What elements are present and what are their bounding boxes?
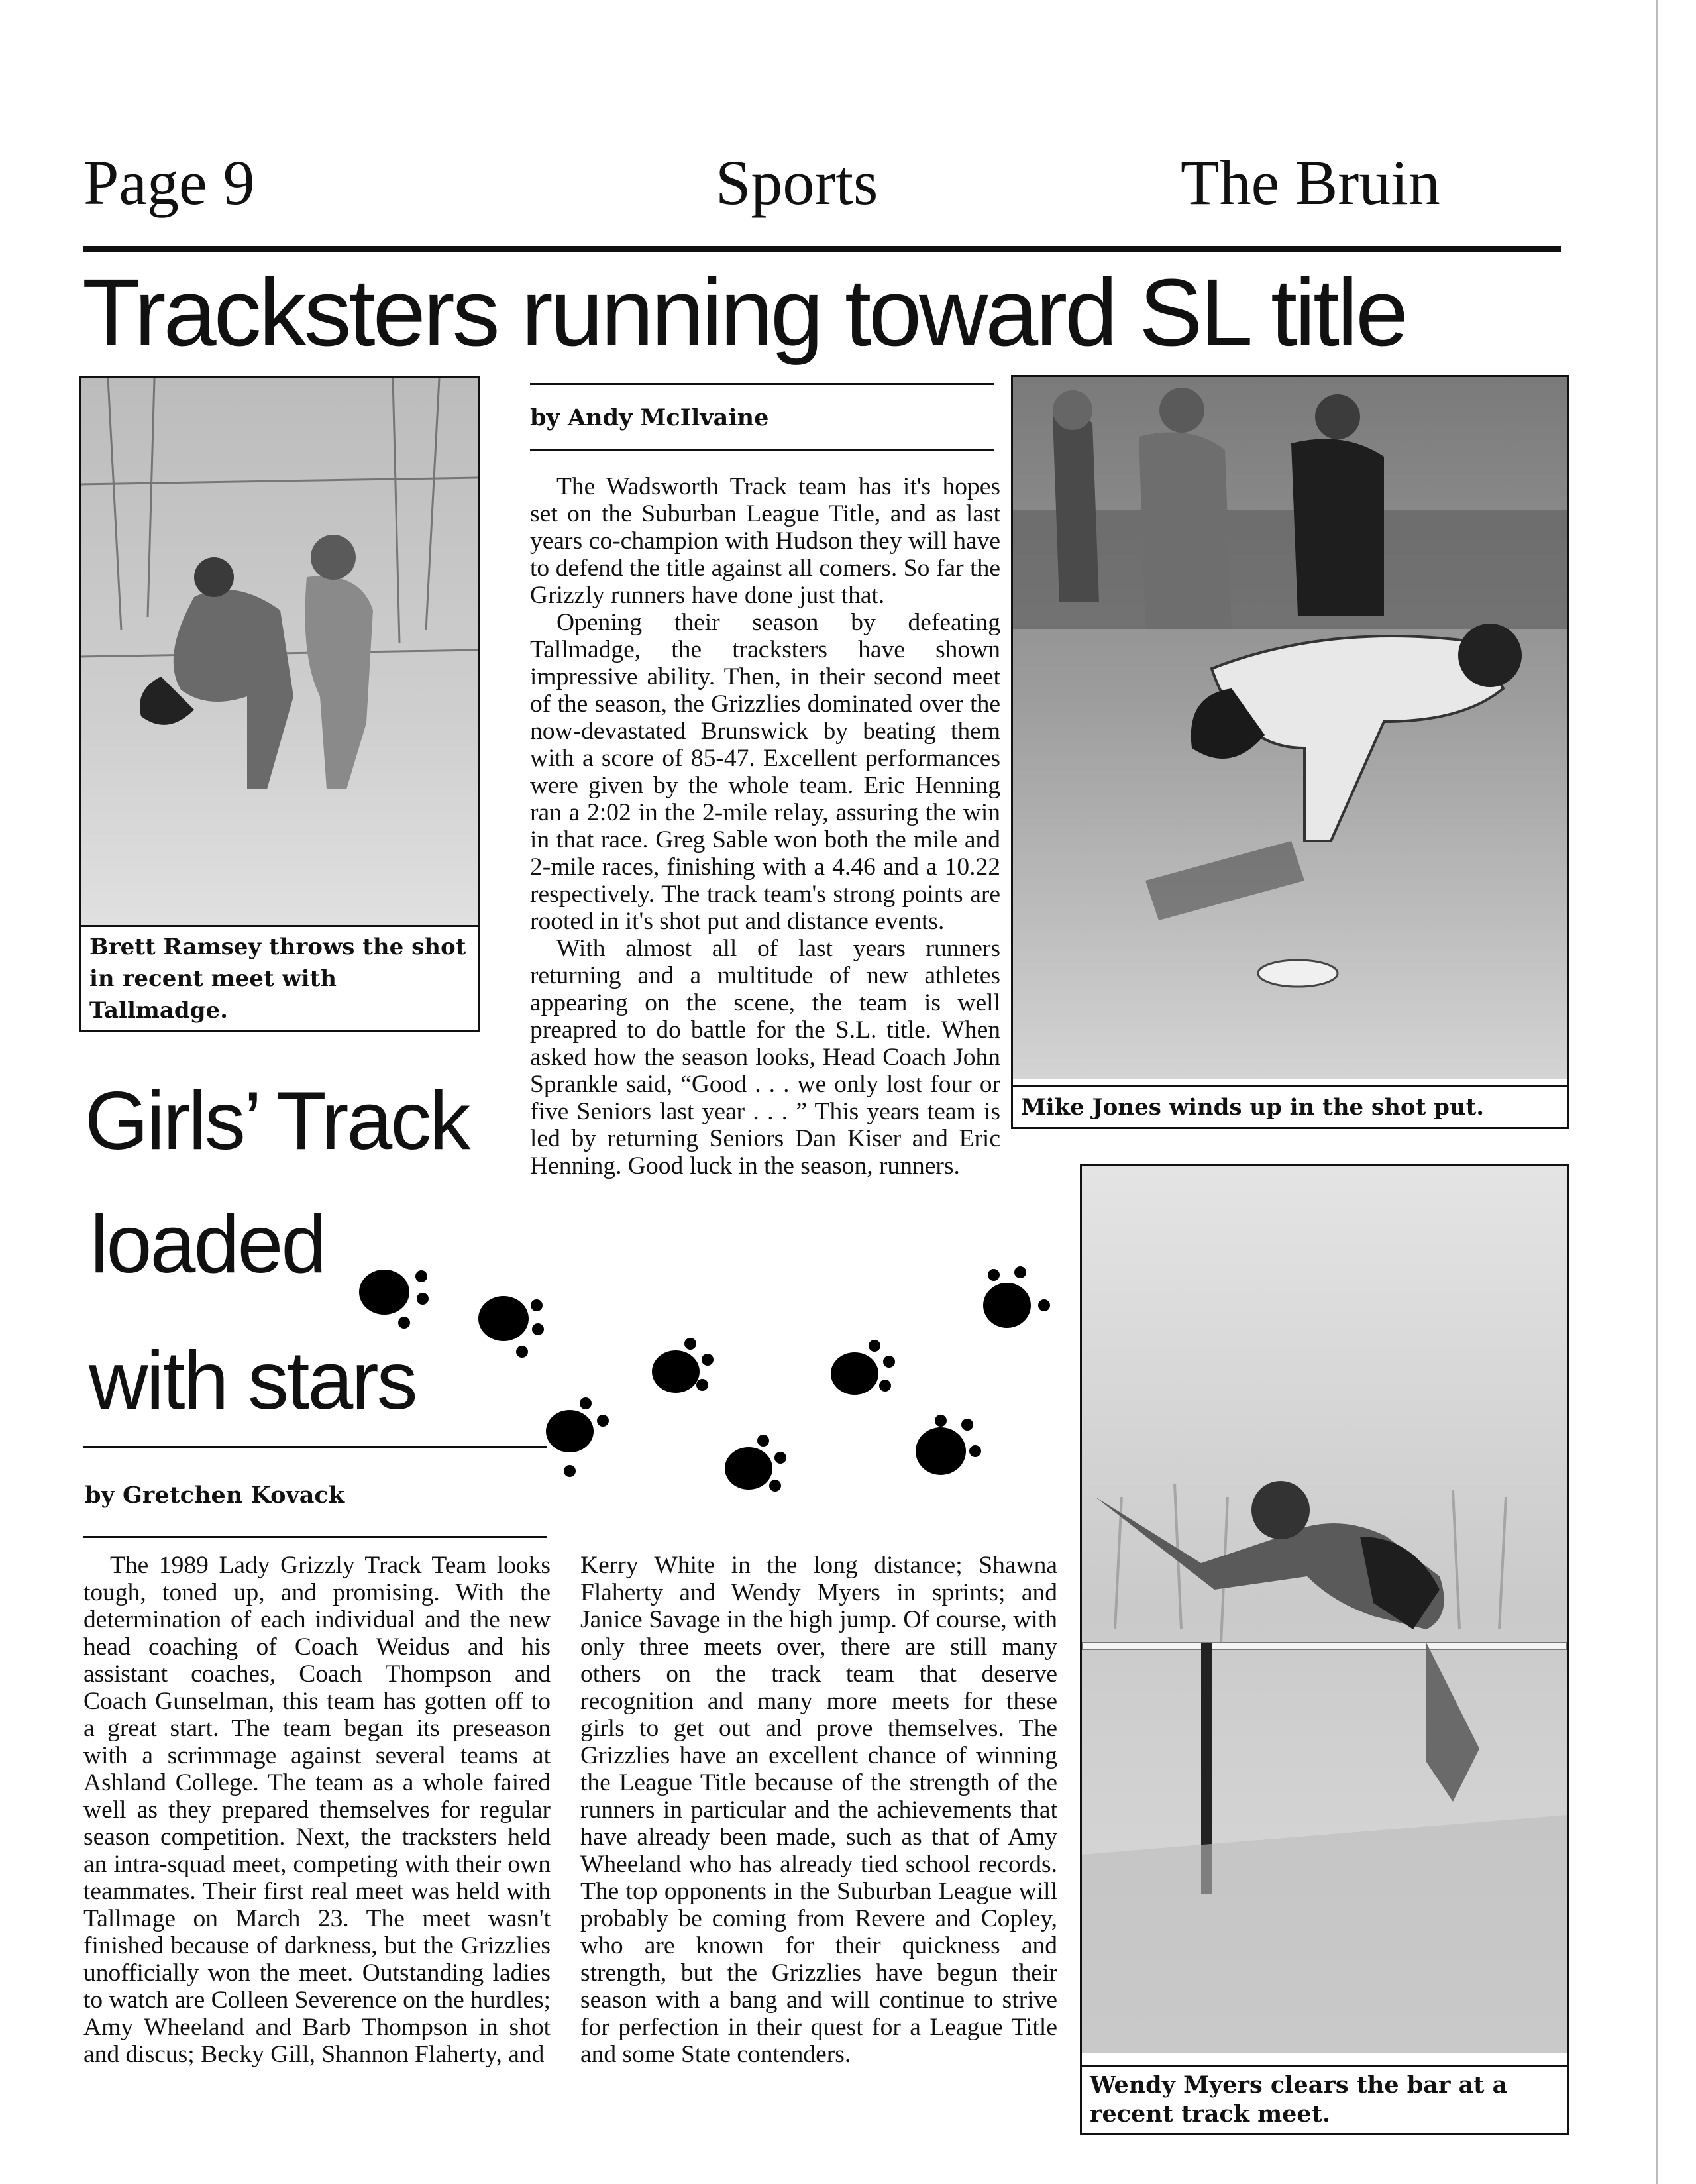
- photo-shot-put-ramsey: [80, 376, 480, 1032]
- article1-byline-bottom-rule: [530, 449, 994, 451]
- paw-print-icon: [831, 1340, 895, 1395]
- paw-print-icon: [478, 1296, 544, 1358]
- article1-paragraph: The Wadsworth Track team has it's hopes set on the Suburban League Title, and as last years co-champion with Hudson they will have to defend the title against all comers. So far the Grizzly runners have done just that.: [530, 473, 1000, 609]
- paw-print-icon: [652, 1338, 714, 1393]
- photo-high-jump-myers: [1080, 1164, 1569, 2135]
- article2-byline-top-rule: [83, 1446, 547, 1448]
- paw-print-icon: [725, 1435, 786, 1492]
- article2-byline-bottom-rule: [83, 1536, 547, 1538]
- article1-byline: by Andy McIlvaine: [530, 404, 769, 431]
- girls-track-headline-line1: Girls’ Track: [85, 1075, 469, 1167]
- paw-print-icon: [916, 1415, 981, 1475]
- article1-body: [530, 473, 1000, 1179]
- paw-print-icon: [983, 1266, 1050, 1328]
- scan-edge: [1656, 0, 1658, 2184]
- paw-print-icon: [359, 1270, 429, 1329]
- photo-ramsey-caption: Brett Ramsey throws the shot in recent meet with Tallmadge.: [81, 925, 478, 1030]
- girls-track-headline-line2: loaded: [90, 1199, 325, 1290]
- photo-jones-image: [1013, 377, 1567, 1079]
- masthead-rule: [83, 246, 1561, 252]
- article1-byline-top-rule: [530, 383, 994, 385]
- article1-paragraph: With almost all of last years runners returning and a multitude of new athletes appearing on the scene, the team is well preapred to do battle for the S.L. title. When asked how the season looks, Head Coach John Sprankle said, “Good . . . we only lost four or five Seniors last year . . . ” This years team is led by returning Seniors Dan Kiser and Eric Henning. Good luck in the season, runners.: [530, 935, 1000, 1179]
- article2-column-2: [580, 1552, 1057, 2068]
- article2-column-2-text: Kerry White in the long distance; Shawna Flaherty and Wendy Myers in sprints; and Janice Savage in the high jump. Of course, with only three meets over, there are still many others on the track team that deserve recognition and many more meets for these girls to get out and prove themselves. The Grizzlies have an excellent chance of winning the League Title because of the strength of the runners in particular and the achievements that have already been made, such as that of Amy Wheeland who has already tied school records. The top opponents in the Suburban League will probably be coming from Revere and Copley, who are known for their quickness and strength, but the Grizzlies have begun their season with a bang and will continue to strive for perfection in their quest for a League Title and some State contenders.: [580, 1552, 1057, 2068]
- photo-myers-caption: Wendy Myers clears the bar at a recent track meet.: [1082, 2065, 1567, 2133]
- section-name: Sports: [716, 147, 878, 218]
- article2-column-1: [83, 1552, 551, 2068]
- article2-column-1-text: The 1989 Lady Grizzly Track Team looks tough, toned up, and promising. With the determination of each individual and the new head coaching of Coach Weidus and his assistant coaches, Coach Thompson and Coach Gunselman, this team has gotten off to a great start. The team began its preseason with a scrimmage against several teams at Ashland College. The team as a whole faired well as they prepared themselves for regular season competition. Next, the tracksters held an intra-squad meet, competing with their own teammates. Their first real meet was held with Tallmage on March 23. The meet wasn't finished because of darkness, but the Grizzlies unofficially won the meet. Outstanding ladies to watch are Colleen Severence on the hurdles; Amy Wheeland and Barb Thompson in shot and discus; Becky Gill, Shannon Flaherty, and: [83, 1552, 551, 2068]
- article2-byline: by Gretchen Kovack: [85, 1482, 344, 1509]
- paper-name: The Bruin: [1181, 147, 1440, 218]
- photo-jones-caption: Mike Jones winds up in the shot put.: [1013, 1085, 1567, 1127]
- paw-prints-decoration: [344, 1246, 1060, 1524]
- photo-myers-image: [1082, 1166, 1567, 2053]
- photo-shot-put-jones: [1011, 375, 1569, 1129]
- article1-paragraph: Opening their season by defeating Tallmadge, the tracksters have shown impressive ability. Then, in their second meet of the season, the Grizzlies dominated over the now-devastated Brunswick by beating them with a score of 85-47. Excellent performances were given by the whole team. Eric Henning ran a 2:02 in the 2-mile relay, assuring the win in that race. Greg Sable won both the mile and 2-mile races, finishing with a 4.46 and a 10.22 respectively. The track team's strong points are rooted in it's shot put and distance events.: [530, 609, 1000, 935]
- page-number: Page 9: [83, 147, 255, 218]
- girls-track-headline-line3: with stars: [89, 1335, 416, 1427]
- paw-print-icon: [546, 1397, 609, 1477]
- photo-ramsey-image: [81, 378, 478, 948]
- main-headline: Tracksters running toward SL title: [82, 259, 1406, 366]
